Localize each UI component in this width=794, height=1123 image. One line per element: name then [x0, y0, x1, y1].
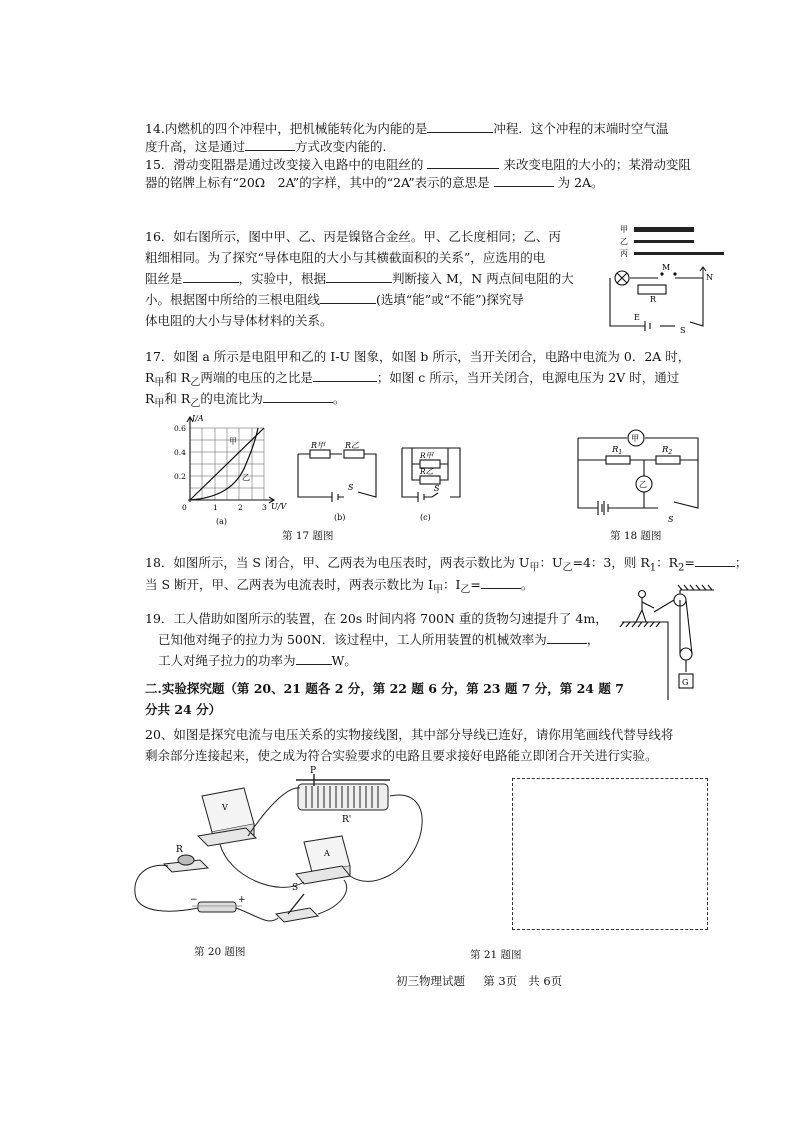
voltmeter-icon	[202, 788, 254, 832]
q20-line2: 剩余部分连接起来，使之成为符合实验要求的电路且要求接好电路能立即闭合开关进行实验。	[145, 748, 658, 763]
terminal-m-icon	[660, 272, 663, 275]
battery-minus-label: −	[190, 895, 198, 905]
q19-figure	[620, 582, 716, 700]
movable-pulley-icon	[680, 648, 692, 660]
xtick-0: 0	[182, 503, 187, 512]
curve-jia-label: 甲	[229, 437, 237, 446]
q16-blank2[interactable]	[326, 270, 392, 283]
resistor-yi-icon	[420, 476, 440, 484]
resistor-r2-icon	[656, 456, 680, 464]
ytick-0.2: 0.2	[174, 472, 186, 481]
section2-line1: 二.实验探究题（第 20、21 题各 2 分，第 22 题 6 分，第 23 题 7 分，第 24 题 7	[145, 681, 624, 696]
q17-line1: 17．如图 a 所示是电阻甲和乙的 I-U 图象，如图 b 所示，当开关闭合，电路中电流为 0．2A 时，	[145, 349, 691, 364]
xtick-2: 2	[238, 503, 243, 512]
q18-figure	[574, 428, 704, 524]
label-n: N	[706, 273, 713, 282]
worker-head-icon	[639, 591, 646, 598]
q17-fig-b	[294, 440, 384, 526]
q15-line1: 15．滑动变阻器是通过改变接入电路中的电阻丝的 来改变电阻的大小的；某滑动变阻	[145, 157, 691, 172]
ammeter-label: A	[324, 849, 330, 858]
label-r: R	[650, 295, 657, 304]
wire-yi	[634, 240, 694, 243]
q19-line3: 工人对绳子拉力的功率为 W。	[158, 653, 357, 668]
q17-line3: $R_甲$和 $R_乙$的电流比为 。	[145, 391, 346, 410]
footer-total: 共 6页	[528, 974, 563, 988]
q19-line2: 已知他对绳子的拉力为 500N．该过程中，工人所用装置的机械效率为 ，	[158, 632, 600, 647]
wire-bing	[634, 252, 724, 255]
label-s: S	[434, 484, 440, 493]
label-s: S	[348, 483, 354, 492]
q19-blank2[interactable]	[296, 652, 332, 665]
battery-icon	[418, 492, 424, 502]
q16-line5: 体电阻的大小与导体材料的关系。	[145, 313, 333, 328]
q18-line2: 当 S 断开，甲、乙两表为电流表时，两表示数比为 $I_甲$：$I_乙=$ 。	[145, 577, 534, 596]
footer	[396, 972, 562, 990]
q14-line2: 度升高，这是通过 方式改变内能的.	[145, 139, 387, 154]
ytick-0.6: 0.6	[174, 424, 186, 433]
y-axis-label: I/A	[192, 414, 204, 423]
label-r-yi: R乙	[420, 467, 434, 476]
wire-2	[136, 898, 198, 911]
section2-line2: 分共 24 分）	[145, 702, 222, 717]
meter-jia-label: 甲	[631, 434, 639, 443]
label-r2: $R_2$	[662, 445, 673, 456]
q16-line3: 阻丝是 ，实验中，根据 判断接入 M，N 两点间电阻的大	[145, 271, 574, 286]
xtick-1: 1	[213, 503, 218, 512]
wire-1	[135, 865, 168, 898]
wire-5	[220, 844, 304, 887]
q15-blank1[interactable]	[427, 156, 499, 169]
q20-figure	[128, 766, 440, 936]
ground-ledge	[622, 622, 668, 700]
q15-line2: 器的铭牌上标有“20Ω 2A”的字样，其中的“2A”表示的意思是 为 2A。	[145, 175, 604, 190]
slider-label: P	[310, 766, 317, 776]
switch-icon	[276, 908, 318, 922]
resistor-label: R	[176, 845, 183, 855]
q17-fig-c	[398, 440, 468, 526]
fig-c-label: (c)	[420, 513, 431, 522]
q16-line4: 小。根据图中所给的三根电阻线 (选填“能”或“不能”)探究导	[145, 292, 524, 307]
q19-blank1[interactable]	[547, 631, 587, 644]
footer-subject: 初三物理试题	[396, 974, 465, 988]
q15-blank2[interactable]	[494, 174, 554, 187]
label-jia: 甲	[620, 225, 628, 234]
q17-blank2[interactable]	[263, 390, 333, 403]
label-s: S	[668, 515, 674, 524]
label-m: M	[662, 263, 671, 272]
battery-icon	[198, 902, 236, 912]
terminal-n-icon	[673, 272, 676, 275]
battery-icon	[645, 321, 650, 331]
q20-caption: 第 20 题图	[194, 946, 246, 958]
wire-4	[318, 880, 347, 914]
curve-yi-label: 乙	[242, 473, 250, 482]
wire-jia	[634, 227, 694, 232]
q16-blank1[interactable]	[183, 270, 239, 283]
q17-blank1[interactable]	[313, 369, 377, 382]
worker-body-icon	[636, 598, 654, 622]
resistor-r1-icon	[606, 456, 630, 464]
q18-blank2[interactable]	[481, 576, 521, 589]
battery-icon	[332, 492, 338, 502]
q14-blank2[interactable]	[245, 138, 295, 151]
q17-caption: 第 17 题图	[282, 530, 334, 542]
xtick-3: 3	[262, 503, 267, 512]
label-yi: 乙	[620, 237, 628, 246]
q17-line2: $R_甲$和 $R_乙$两端的电压的之比是 ；如图 c 所示，当开关闭合，电源电压为 2V 时，通过	[145, 370, 680, 389]
label-bing: 丙	[620, 249, 628, 258]
resistor-icon	[638, 285, 666, 294]
label-s: S	[680, 326, 686, 335]
wire-3	[236, 908, 278, 921]
q16-line2: 粗细相同。为了探究“导体电阻的大小与其横截面积的关系”，应选用的电	[145, 250, 546, 265]
label-r1: $R_1$	[612, 445, 623, 456]
q21-drawing-area[interactable]	[512, 778, 708, 930]
ytick-0.4: 0.4	[174, 448, 186, 457]
battery-icon	[598, 501, 608, 515]
wire-6	[248, 788, 300, 836]
x-axis-label: U/V	[271, 502, 287, 511]
q14-blank1[interactable]	[427, 120, 493, 133]
q19-line1: 19．工人借助如图所示的装置，在 20s 时间内将 700N 重的货物匀速提升了 4m，	[145, 611, 608, 626]
footer-page: 第 3页	[483, 974, 518, 988]
q16-figure	[600, 222, 713, 335]
resistor-yi-icon	[344, 450, 364, 458]
cargo-label: G	[682, 678, 689, 687]
fig-a-label: (a)	[216, 517, 228, 526]
q14-line1: 14.内燃机的四个冲程中，把机械能转化为内能的是 冲程．这个冲程的末端时空气温	[145, 121, 669, 136]
resistor-jia-icon	[310, 450, 330, 458]
q17-fig-a	[172, 412, 294, 530]
q21-caption: 第 21 题图	[470, 949, 522, 961]
voltmeter-label: V	[222, 803, 228, 812]
battery-plus-label: +	[238, 895, 246, 905]
rheostat-label: R'	[342, 815, 352, 825]
q16-line1: 16．如右图所示，图中甲、乙、丙是镍铬合金丝。甲、乙长度相同；乙、丙	[145, 229, 561, 244]
label-r-jia: R甲	[311, 441, 326, 450]
label-r-yi: R乙	[345, 441, 360, 450]
switch-label: S	[292, 883, 299, 893]
q20-line1: 20、如图是探究电流与电压关系的实物接线图，其中部分导线已连好，请你用笔画线代替导线将	[145, 727, 674, 742]
label-e: E	[634, 313, 640, 322]
fig-b-label: (b)	[334, 513, 346, 522]
meter-yi-label: 乙	[639, 480, 647, 489]
q18-line1: 18．如图所示，当 S 闭合，甲、乙两表为电压表时，两表示数比为 $U_甲$：$U_乙=4$：3，则 $R_1$：$R_2=$ ；	[145, 555, 748, 574]
q16-blank3[interactable]	[320, 291, 376, 304]
q18-caption: 第 18 题图	[610, 530, 662, 542]
q18-blank1[interactable]	[695, 554, 735, 567]
label-r-jia: R甲	[420, 451, 434, 460]
q16-circuit	[610, 271, 703, 331]
